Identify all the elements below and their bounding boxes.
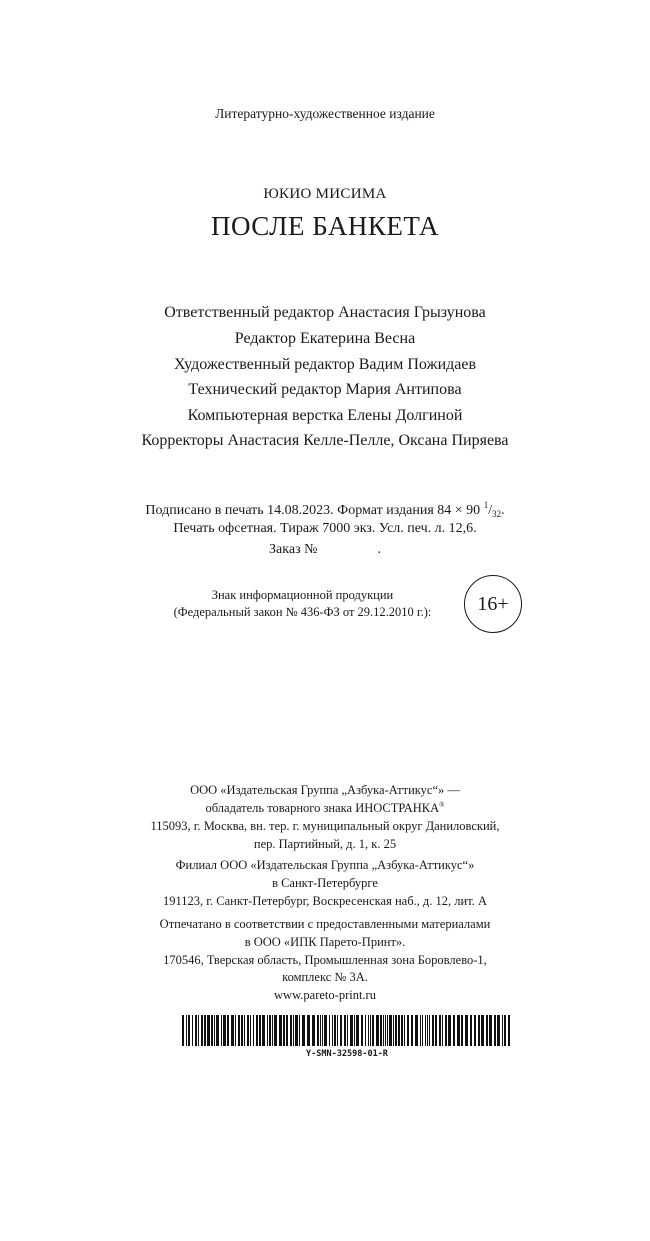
barcode-bar (192, 1015, 193, 1046)
printer-line: в ООО «ИПК Парето-Принт». (244, 935, 406, 949)
credit-line: Компьютерная верстка Елены Долгиной (187, 407, 463, 424)
barcode-bar (204, 1015, 206, 1046)
barcode-bar (302, 1015, 305, 1046)
signed-text: Подписано в печать 14.08.2023. Формат издания 84 × 90 (145, 503, 484, 518)
format-denominator: 32 (492, 509, 502, 519)
barcode-bar (186, 1015, 187, 1046)
barcode-bar (385, 1015, 386, 1046)
barcode-bar (502, 1015, 503, 1046)
barcode-bar (201, 1015, 203, 1046)
barcode-bar (256, 1015, 258, 1046)
barcode-bar (429, 1015, 430, 1046)
barcode-bar (415, 1015, 418, 1046)
barcode-bar (383, 1015, 384, 1046)
printer-website: www.pareto-print.ru (274, 988, 376, 1002)
barcode-bar (259, 1015, 261, 1046)
barcode-bar (453, 1015, 455, 1046)
barcode-bar (274, 1015, 277, 1046)
format-end: . (501, 503, 505, 518)
barcode-bar (317, 1015, 319, 1046)
barcode-bar (442, 1015, 443, 1046)
book-author: ЮКИО МИСИМА (263, 186, 387, 202)
order-number (0, 542, 650, 558)
barcode-bar (350, 1015, 353, 1046)
barcode-bar (227, 1015, 229, 1046)
barcode-bar (188, 1015, 190, 1046)
barcode-bar (461, 1015, 463, 1046)
age-rating-law: (Федеральный закон № 436-ФЗ от 29.12.2010 г.): (173, 605, 432, 619)
printer-line: 170546, Тверская область, Промышленная зона Боровлево-1, (163, 953, 487, 967)
barcode-bar (389, 1015, 392, 1046)
barcode-bar (290, 1015, 292, 1046)
publisher-line: ООО «Издательская Группа „Азбука-Аттикус“» — (190, 783, 460, 797)
barcode-bar (334, 1015, 336, 1046)
age-rating-value: 16+ (477, 592, 509, 615)
age-rating-label: Знак информационной продукции (211, 588, 394, 602)
barcode-bar (279, 1015, 282, 1046)
registered-mark: ® (439, 801, 445, 809)
barcode-bar (432, 1015, 434, 1046)
credit-line: Редактор Екатерина Весна (234, 330, 416, 347)
barcode-bar (457, 1015, 460, 1046)
barcode-bar (368, 1015, 369, 1046)
barcode-bar (504, 1015, 506, 1046)
barcode-bar (398, 1015, 400, 1046)
barcode-bar (407, 1015, 409, 1046)
barcode-bar (235, 1015, 236, 1046)
barcode-bar (286, 1015, 288, 1046)
barcode-bar (262, 1015, 265, 1046)
barcode-bar (320, 1015, 321, 1046)
barcode-bar (329, 1015, 330, 1046)
barcode-bar (395, 1015, 397, 1046)
edition-type: Литературно-художественное издание (215, 106, 435, 121)
barcode-bar (422, 1015, 423, 1046)
barcode (182, 1015, 512, 1046)
signed-to-print (0, 500, 650, 519)
printer-line: Отпечатано в соответствии с предоставленными материалами (159, 917, 491, 931)
barcode-bar (376, 1015, 379, 1046)
barcode-bar (247, 1015, 249, 1046)
format-slash: / (488, 503, 493, 518)
barcode-bar (214, 1015, 215, 1046)
barcode-bar (182, 1015, 184, 1046)
branch-line: 191123, г. Санкт-Петербург, Воскресенская наб., д. 12, лит. А (162, 894, 488, 908)
credit-line: Технический редактор Мария Антипова (188, 381, 462, 398)
barcode-bar (474, 1015, 476, 1046)
barcode-bar (470, 1015, 472, 1046)
barcode-bar (332, 1015, 333, 1046)
barcode-bar (508, 1015, 510, 1046)
barcode-bar (370, 1015, 371, 1046)
barcode-bar (250, 1015, 251, 1046)
barcode-bar (267, 1015, 268, 1046)
barcode-bar (241, 1015, 243, 1046)
barcode-bar (354, 1015, 355, 1046)
barcode-bar (295, 1015, 298, 1046)
branch-line: Филиал ООО «Издательская Группа „Азбука-Аттикус“» (175, 858, 475, 872)
book-title: ПОСЛЕ БАНКЕТА (210, 211, 439, 241)
barcode-bar (445, 1015, 447, 1046)
barcode-bar (393, 1015, 394, 1046)
barcode-bar (312, 1015, 315, 1046)
barcode-bar (299, 1015, 300, 1046)
order-label: Заказ № (269, 542, 318, 557)
age-rating-badge (464, 575, 522, 633)
order-end: . (377, 542, 381, 557)
barcode-bar (489, 1015, 492, 1046)
branch-line: в Санкт-Петербурге (272, 876, 378, 890)
barcode-bar (344, 1015, 346, 1046)
publisher-line: пер. Партийный, д. 1, к. 25 (253, 837, 397, 851)
barcode-code: Y-SMN-32598-01-R (306, 1049, 388, 1059)
trademark-text: обладатель товарного знака ИНОСТРАНКА (205, 801, 440, 815)
barcode-bar (293, 1015, 294, 1046)
publisher-line: 115093, г. Москва, вн. тер. г. муниципальный округ Даниловский, (150, 819, 500, 833)
credit-line: Корректоры Анастасия Келле-Пелле, Оксана Пиряева (141, 432, 509, 449)
barcode-bar (497, 1015, 500, 1046)
barcode-bar (411, 1015, 413, 1046)
barcode-bar (425, 1015, 426, 1046)
barcode-bar (380, 1015, 382, 1046)
barcode-bar (207, 1015, 210, 1046)
barcode-bar (216, 1015, 219, 1046)
barcode-bar (340, 1015, 342, 1046)
barcode-bar (272, 1015, 273, 1046)
barcode-bar (465, 1015, 468, 1046)
barcode-bar (486, 1015, 488, 1046)
barcode-bar (324, 1015, 327, 1046)
printer-line: комплекс № 3А. (282, 970, 368, 984)
barcode-bar (223, 1015, 226, 1046)
barcode-bar (347, 1015, 348, 1046)
print-details: Печать офсетная. Тираж 7000 экз. Усл. печ. л. 12,6. (173, 521, 477, 536)
barcode-bar (244, 1015, 245, 1046)
barcode-bar (387, 1015, 388, 1046)
barcode-bar (231, 1015, 234, 1046)
barcode-bar (238, 1015, 240, 1046)
barcode-bar (448, 1015, 451, 1046)
barcode-bar (283, 1015, 285, 1046)
barcode-bar (365, 1015, 366, 1046)
format-numerator: 1 (483, 500, 489, 510)
credit-line: Ответственный редактор Анастасия Грызунова (164, 304, 486, 321)
barcode-bar (361, 1015, 363, 1046)
barcode-bar (494, 1015, 496, 1046)
barcode-bar (372, 1015, 374, 1046)
barcode-bar (404, 1015, 405, 1046)
barcode-bar (478, 1015, 480, 1046)
barcode-bar (307, 1015, 310, 1046)
barcode-bar (198, 1015, 199, 1046)
publisher-line (0, 801, 650, 816)
credit-line: Художественный редактор Вадим Пожидаев (173, 356, 477, 373)
barcode-bar (269, 1015, 271, 1046)
barcode-bar (435, 1015, 437, 1046)
barcode-bar (427, 1015, 428, 1046)
barcode-bar (481, 1015, 484, 1046)
barcode-bar (322, 1015, 323, 1046)
barcode-bar (221, 1015, 222, 1046)
barcode-bar (337, 1015, 338, 1046)
barcode-bar (401, 1015, 403, 1046)
barcode-bar (211, 1015, 213, 1046)
barcode-bar (420, 1015, 421, 1046)
barcode-bar (195, 1015, 197, 1046)
barcode-bar (253, 1015, 254, 1046)
barcode-bar (356, 1015, 359, 1046)
barcode-bar (439, 1015, 441, 1046)
